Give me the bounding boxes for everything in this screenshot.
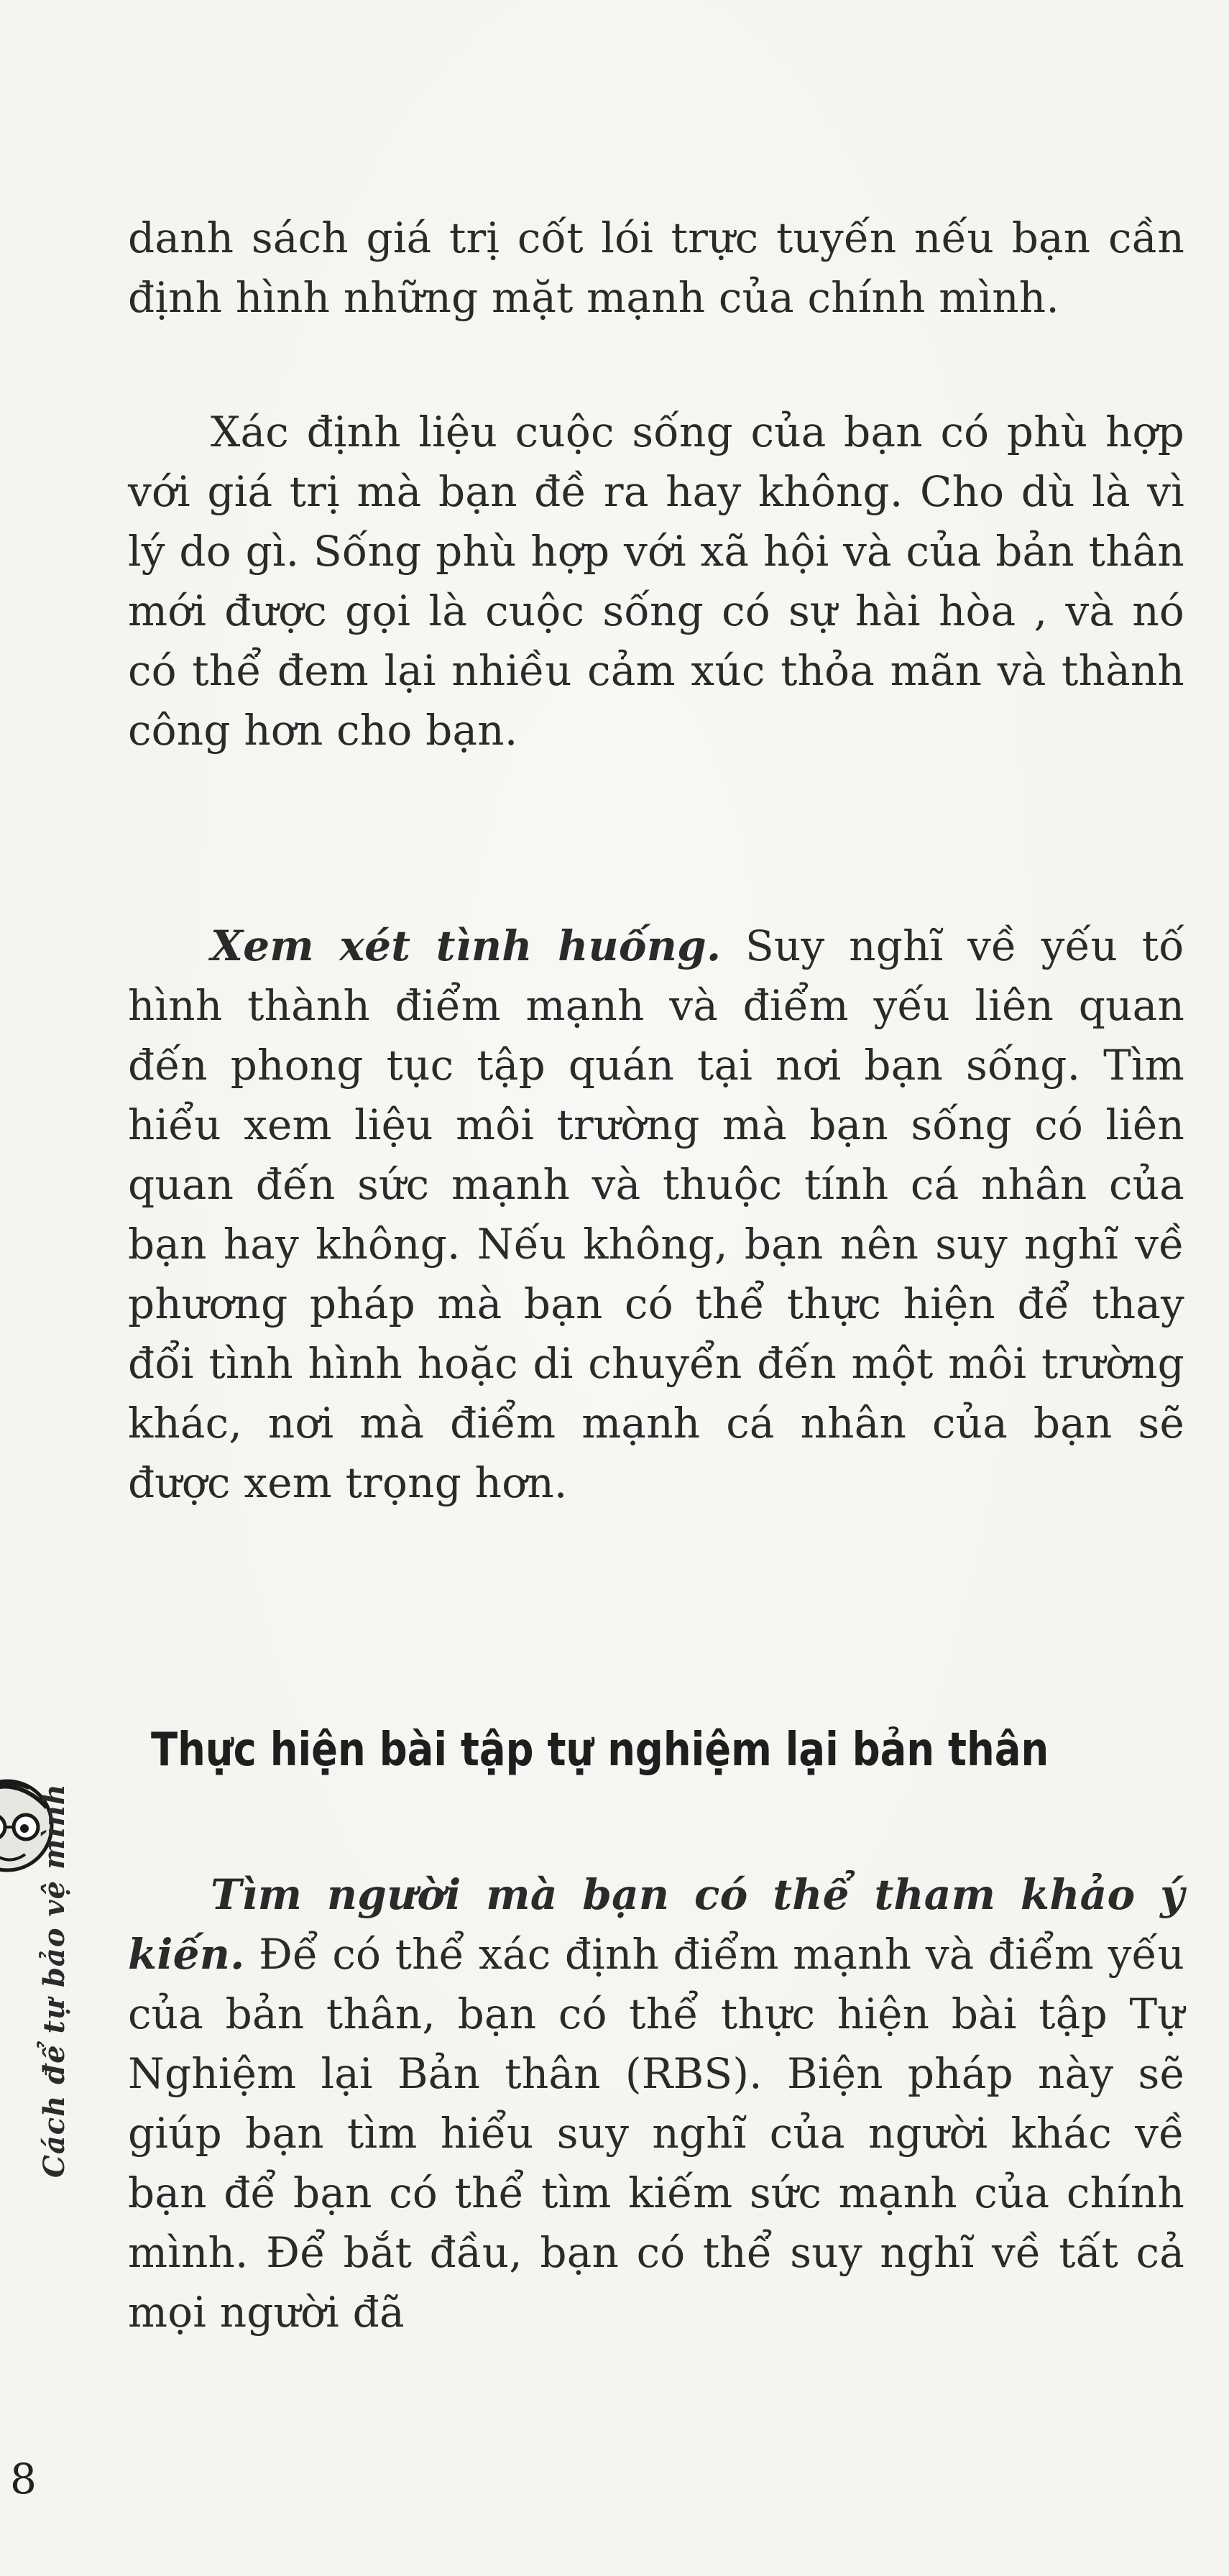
paragraph-situation — [128, 916, 1184, 1513]
text-block-second — [128, 402, 1184, 760]
paragraph-advisor-body: Để có thể xác định điểm mạnh và điểm yếu của bản thân, bạn có thể thực hiện bài tập Tự Nghiệm lại Bản thân (RBS). Biện pháp này sẽ giúp bạn tìm hiểu suy nghĩ của người khác về bạn để bạn có thể tìm kiếm sức mạnh của chính mình. Để bắt đầu, bạn có thể suy nghĩ về tất cả mọi người đã — [128, 1930, 1184, 2337]
paragraph-situation-body: Suy nghĩ về yếu tố hình thành điểm mạnh và điểm yếu liên quan đến phong tục tập quán tại nơi bạn sống. Tìm hiểu xem liệu môi trường mà bạn sống có liên quan đến sức mạnh và thuộc tính cá nhân của bạn hay không. Nếu không, bạn nên suy nghĩ về phương pháp mà bạn có thể thực hiện để thay đổi tình hình hoặc di chuyển đến một môi trường khác, nơi mà điểm mạnh cá nhân của bạn sẽ được xem trọng hơn. — [128, 921, 1184, 1507]
paragraph-continued: danh sách giá trị cốt lói trực tuyến nếu bạn cần định hình những mặt mạnh của chính mình. — [128, 213, 1184, 322]
run-in-heading-situation: Xem xét tình huống. — [211, 921, 722, 970]
run-in-heading-advisor: Tìm người mà bạn có thể tham khảo ý kiến. — [128, 1870, 1184, 1979]
text-block-top — [128, 208, 1184, 328]
paragraph-advisor — [128, 1865, 1184, 2342]
text-block-third — [128, 916, 1184, 1513]
paragraph-values: Xác định liệu cuộc sống của bạn có phù hợp với giá trị mà bạn đề ra hay không. Cho dù là vì lý do gì. Sống phù hợp với xã hội và của bản thân mới được gọi là cuộc sống có sự hài hòa , và nó có thể đem lại nhiều cảm xúc thỏa mãn và thành công hơn cho bạn. — [128, 408, 1184, 755]
text-block-fourth — [128, 1865, 1184, 2342]
page-number: 8 — [10, 2455, 37, 2503]
running-title: Cách để tự bảo vệ mình — [37, 1783, 71, 2178]
section-heading: Thực hiện bài tập tự nghiệm lại bản thân — [151, 1724, 1049, 1777]
